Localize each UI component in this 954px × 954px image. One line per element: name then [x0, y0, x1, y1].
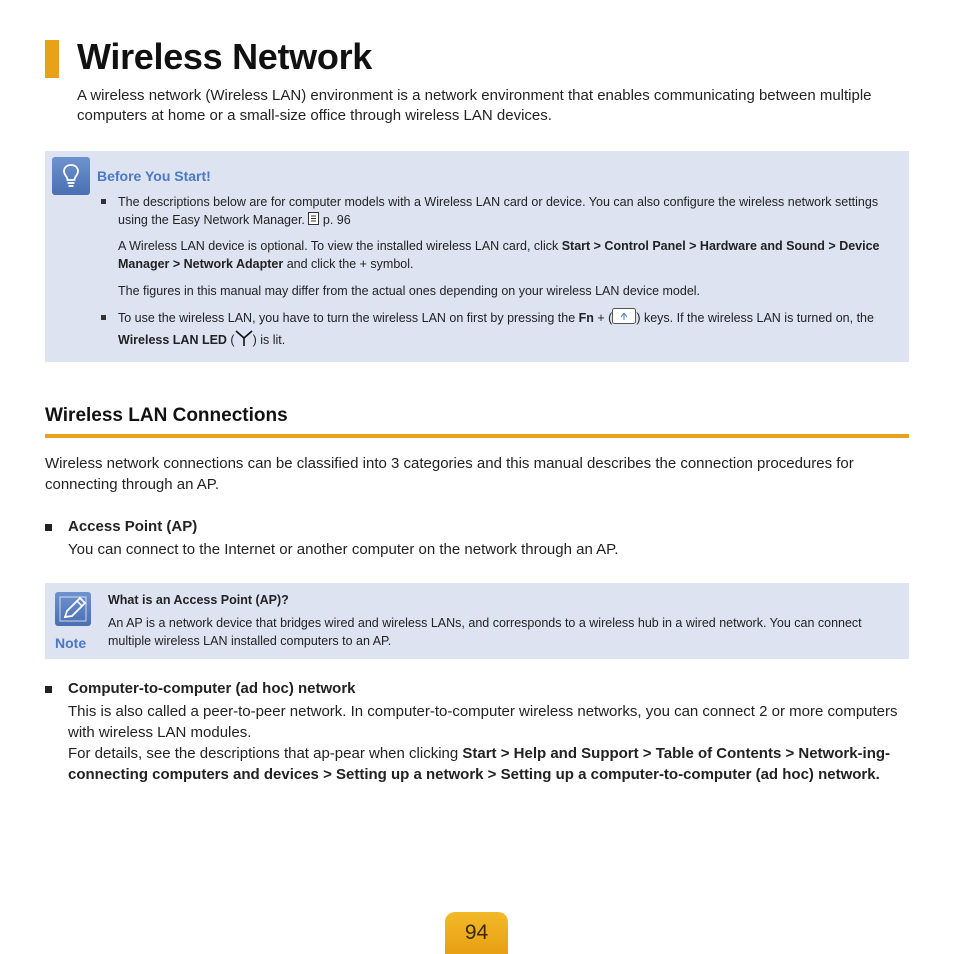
note-title: What is an Access Point (AP)? — [108, 593, 289, 607]
bullet-icon — [101, 315, 106, 320]
before-you-start-title: Before You Start! — [97, 168, 211, 184]
wireless-key-icon — [612, 308, 636, 329]
note-label: Note — [55, 635, 87, 651]
page-title: Wireless Network — [77, 36, 372, 77]
title-accent-bar — [45, 40, 59, 78]
note-body: An AP is a network device that bridges wired and wireless LANs, and corresponds to a wireless hub in a wired network. You can connect multiple wireless LAN installed computers to an AP. — [108, 616, 862, 648]
page-reference-icon — [308, 212, 319, 230]
lightbulb-icon — [52, 157, 90, 195]
page-number: 94 — [464, 921, 489, 944]
ap-title: Access Point (AP) — [68, 518, 198, 535]
section-divider — [45, 434, 909, 438]
bullet-icon — [101, 199, 106, 204]
adhoc-details: For details, see the descriptions that ap-pear when clicking Start > Help and Support > Table of Contents > Network-ing-connecting computers and devices > Setting up a network > Setting up a computer-to-computer (ad hoc) network. — [68, 745, 891, 783]
before-you-start-box — [45, 151, 909, 362]
pencil-note-icon — [55, 592, 91, 626]
tip-easy-network: The descriptions below are for computer models with a Wireless LAN card or device. You can also configure the wireless network settings using the Easy Network Manager. p. 96 — [118, 193, 904, 230]
page-number-tab — [445, 912, 508, 954]
intro-paragraph: A wireless network (Wireless LAN) environment is a network environment that enables communicating between multiple computers at home or a small-size office through wireless LAN devices. — [77, 87, 872, 124]
antenna-icon — [235, 329, 253, 352]
tip-optional-device: A Wireless LAN device is optional. To view the installed wireless LAN card, click Start > Control Panel > Hardware and Sound > Device Manager > Network Adapter and click the + symbol. — [118, 239, 880, 271]
ap-body: You can connect to the Internet or another computer on the network through an AP. — [68, 541, 619, 558]
bullet-icon — [45, 524, 52, 531]
bullet-icon — [45, 686, 52, 693]
section-heading: Wireless LAN Connections — [45, 405, 288, 426]
adhoc-title: Computer-to-computer (ad hoc) network — [68, 680, 356, 697]
section-intro: Wireless network connections can be classified into 3 categories and this manual describes the connection procedures for connecting through an AP. — [45, 455, 854, 493]
note-box — [45, 583, 909, 659]
adhoc-body: This is also called a peer-to-peer network. In computer-to-computer wireless networks, you can connect 2 or more computers with wireless LAN modules. — [68, 703, 898, 741]
tip-turn-on-wlan: To use the wireless LAN, you have to turn the wireless LAN on first by pressing the Fn + ( ) keys. If the wireless LAN is turned on, the Wireless LAN LED ( ) is lit. — [118, 308, 904, 352]
tip-figures: The figures in this manual may differ from the actual ones depending on your wireless LAN device model. — [118, 284, 701, 298]
